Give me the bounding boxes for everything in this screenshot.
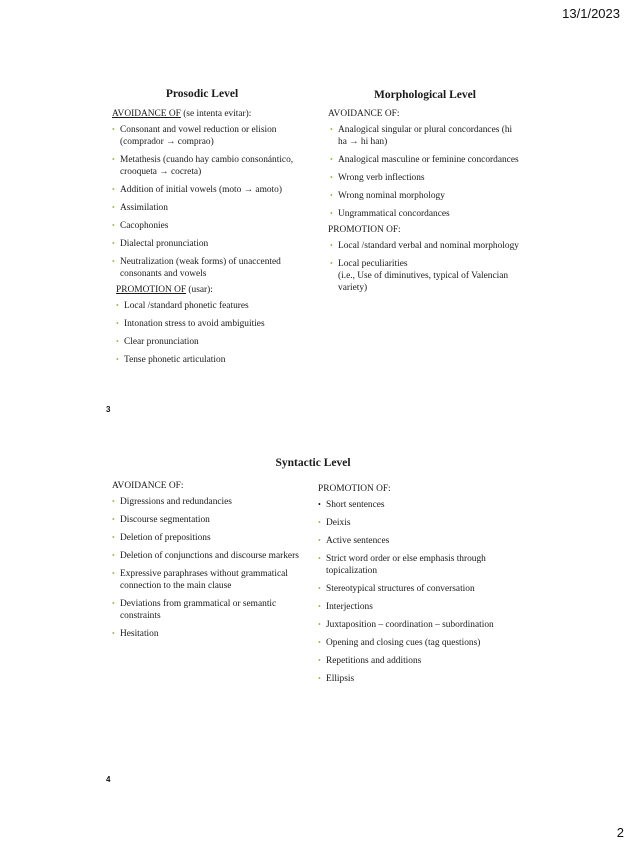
syntactic-promo-head: PROMOTION OF: <box>318 484 391 494</box>
list-item: • Repetitions and additions <box>318 655 528 667</box>
list-item: • Assimilation <box>112 202 307 214</box>
morphological-column <box>328 108 523 294</box>
syntactic-avoid-list <box>112 496 302 640</box>
prosodic-avoid-note: (se intenta evitar): <box>180 109 252 119</box>
list-item: • Local /standard phonetic features <box>116 300 307 312</box>
morph-avoid-head: AVOIDANCE OF: <box>328 109 400 119</box>
list-item: • Deviations from grammatical or semantic constraints <box>112 598 302 622</box>
list-item: • Consonant and vowel reduction or elision (comprador → comprao) <box>112 124 307 148</box>
prosodic-promo-note: (usar): <box>186 285 213 295</box>
list-item: • Cacophonies <box>112 220 307 232</box>
prosodic-avoid-head <box>112 108 307 120</box>
prosodic-promo-label: PROMOTION OF <box>116 285 187 295</box>
list-item: • Addition of initial vowels (moto → amoto) <box>112 184 307 196</box>
list-item: • Discourse segmentation <box>112 514 302 526</box>
morph-promo-list <box>328 240 523 270</box>
list-item: • Hesitation <box>112 628 302 640</box>
list-item: • Juxtaposition – coordination – subordination <box>318 619 528 631</box>
list-item: • Neutralization (weak forms) of unaccented consonants and vowels <box>112 256 307 280</box>
list-item: • Ungrammatical concordances <box>330 208 523 220</box>
prosodic-avoid-label: AVOIDANCE OF <box>112 109 181 119</box>
list-item: • Local peculiarities <box>330 258 523 270</box>
list-item: • Wrong verb inflections <box>330 172 523 184</box>
prosodic-promo-head <box>112 284 307 296</box>
list-item: • Intonation stress to avoid ambiguities <box>116 318 307 330</box>
syntactic-promo-list <box>318 499 528 685</box>
prosodic-column <box>112 108 307 372</box>
list-item: • Ellipsis <box>318 673 528 685</box>
slide-number-3: 3 <box>106 405 111 414</box>
list-item: • Local /standard verbal and nominal morphology <box>330 240 523 252</box>
list-item: • Wrong nominal morphology <box>330 190 523 202</box>
morph-promo-head: PROMOTION OF: <box>328 225 401 235</box>
list-item: • Short sentences <box>318 499 528 511</box>
syntactic-avoid-column <box>112 480 302 646</box>
syntactic-promo-column <box>318 483 528 691</box>
date-stamp: 13/1/2023 <box>562 6 620 21</box>
list-item: • Digressions and redundancies <box>112 496 302 508</box>
morphological-title: Morphological Level <box>374 89 476 101</box>
list-item: • Stereotypical structures of conversation <box>318 583 528 595</box>
prosodic-title: Prosodic Level <box>165 88 239 100</box>
syntactic-avoid-head: AVOIDANCE OF: <box>112 481 184 491</box>
list-item: • Clear pronunciation <box>116 336 307 348</box>
list-item: • Deletion of prepositions <box>112 532 302 544</box>
morph-avoid-list <box>328 124 523 220</box>
list-item: • Tense phonetic articulation <box>116 354 307 366</box>
slide-number-4: 4 <box>106 775 111 784</box>
prosodic-avoid-list <box>112 124 307 280</box>
list-item: • Active sentences <box>318 535 528 547</box>
list-item: • Analogical singular or plural concordances (hi ha → hi han) <box>330 124 523 148</box>
list-item: • Analogical masculine or feminine concordances <box>330 154 523 166</box>
list-item: • Opening and closing cues (tag questions) <box>318 637 528 649</box>
list-item: • Deixis <box>318 517 528 529</box>
list-item: • Deletion of conjunctions and discourse markers <box>112 550 302 562</box>
prosodic-promo-list <box>112 300 307 366</box>
morph-promo-note: (i.e., Use of diminutives, typical of Valencian variety) <box>338 271 509 293</box>
list-item: • Dialectal pronunciation <box>112 238 307 250</box>
list-item: • Interjections <box>318 601 528 613</box>
syntactic-title: Syntactic Level <box>275 457 351 469</box>
page-number: 2 <box>616 825 624 840</box>
list-item: • Strict word order or else emphasis through topicalization <box>318 553 528 577</box>
list-item: • Metathesis (cuando hay cambio consonántico, crooqueta → cocreta) <box>112 154 307 178</box>
list-item: • Expressive paraphrases without grammatical connection to the main clause <box>112 568 302 592</box>
